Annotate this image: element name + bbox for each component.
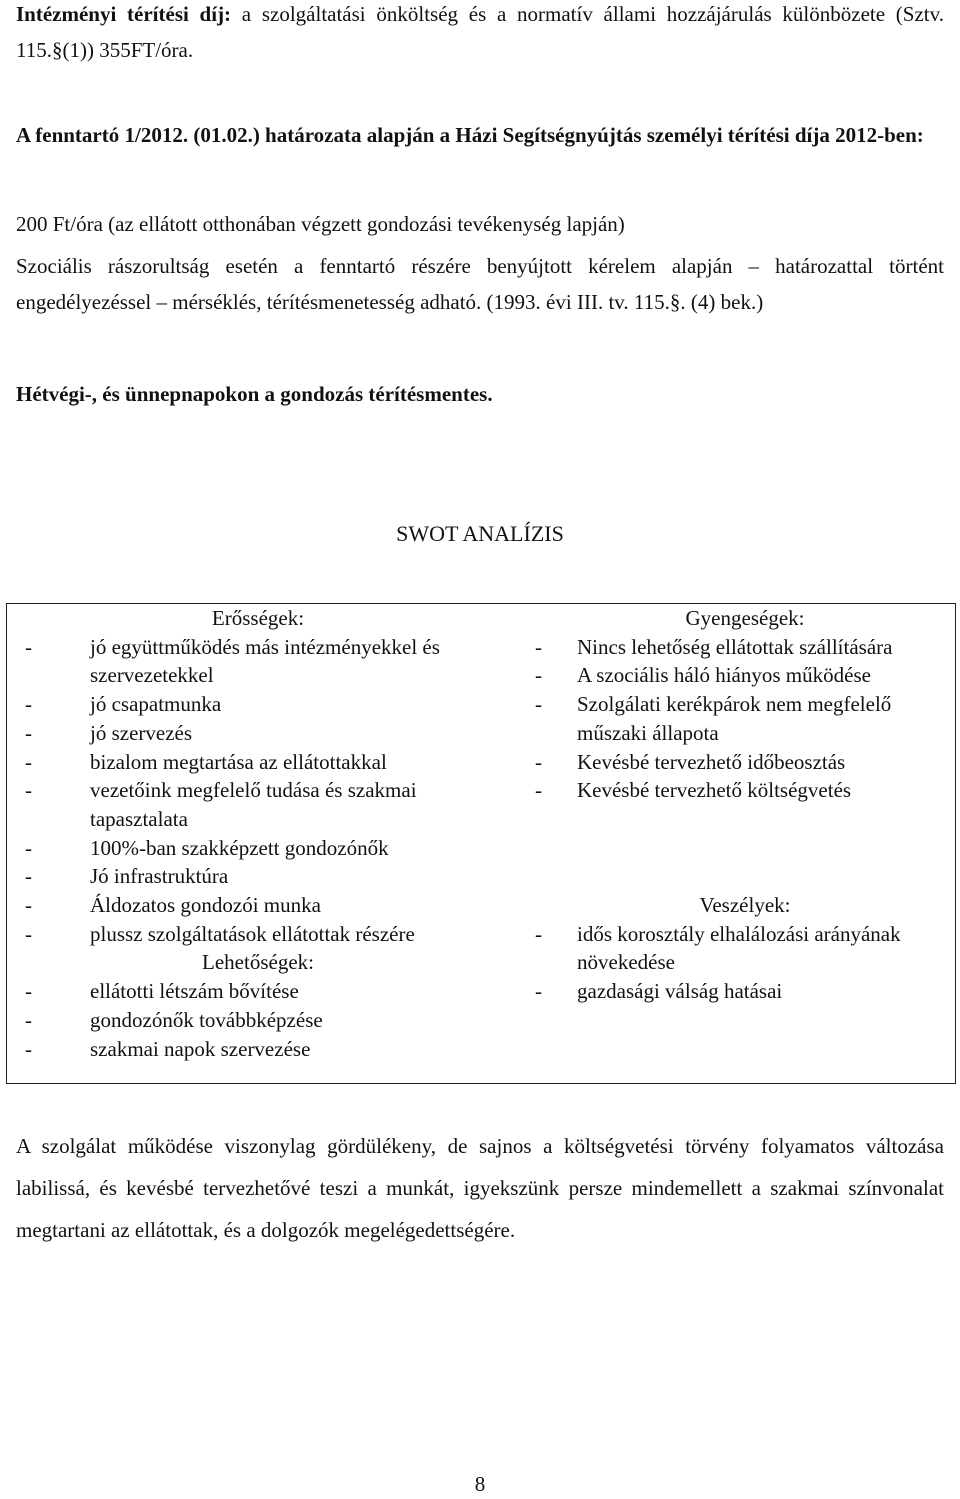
list-dash: - (535, 692, 542, 717)
fee-paragraph (16, 0, 944, 68)
list-item-text: plussz szolgáltatások ellátottak részére (90, 921, 415, 946)
list-item (535, 633, 955, 662)
list-item (535, 920, 955, 977)
list-dash: - (535, 634, 542, 659)
list-dash: - (25, 864, 32, 889)
list-item (25, 1006, 491, 1035)
list-dash: - (25, 749, 32, 774)
list-item (535, 977, 955, 1006)
list-item (25, 776, 491, 833)
list-item-text: vezetőink megfelelő tudása és szakmai tapasztalata (90, 778, 417, 831)
swot-left-column (25, 604, 491, 1063)
list-dash: - (25, 692, 32, 717)
list-item (25, 977, 491, 1006)
list-dash: - (535, 749, 542, 774)
list-item-text: szakmai napok szervezése (90, 1036, 311, 1061)
list-item (535, 776, 955, 805)
list-item (25, 633, 491, 690)
list-item (25, 862, 491, 891)
list-item-text: A szociális háló hiányos működése (577, 663, 871, 688)
list-item-text: Áldozatos gondozói munka (90, 893, 321, 918)
list-item (535, 690, 955, 747)
list-dash: - (25, 1036, 32, 1061)
resolution-prefix: A fenntartó 1/2012. (01.02.) határozata alapján a Házi Segítségnyújtás személyi térítési díja 2012-ben: (16, 123, 924, 147)
fee-label: Intézményi térítési díj: (16, 2, 232, 26)
list-item (25, 719, 491, 748)
fee-text: a szolgáltatási önköltség és a normatív állami hozzájárulás különbözete (Sztv. 115.§(1)) 355FT/óra. (16, 2, 944, 62)
strengths-heading: Erősségek: (211, 606, 305, 630)
threats-list (535, 920, 955, 1006)
list-dash: - (25, 835, 32, 860)
list-item-text: idős korosztály elhalálozási arányának növekedése (577, 921, 901, 975)
list-dash: - (25, 921, 32, 946)
weekend-text: Hétvégi-, és ünnepnapokon a gondozás térítésmentes. (16, 382, 493, 406)
list-item (25, 891, 491, 920)
list-item (25, 748, 491, 777)
strengths-list (25, 633, 491, 949)
list-item-text: ellátotti létszám bővítése (90, 979, 299, 1004)
list-dash: - (25, 893, 32, 918)
threats-heading: Veszélyek: (699, 892, 791, 917)
rate-line: 200 Ft/óra (az ellátott otthonában végzett gondozási tevékenység lapján) (16, 212, 625, 236)
weaknesses-list (535, 633, 955, 805)
list-dash: - (25, 979, 32, 1004)
page-number: 8 (474, 1472, 486, 1496)
list-item-text: jó együttműködés más intézményekkel és szervezetekkel (90, 634, 440, 688)
reduction-paragraph: Szociális rászorultság esetén a fenntartó részére benyújtott kérelem alapján – határozattal történt engedélyezéssel – mérséklés, térítésmenetesség adható. (1993. évi III. tv. 115.§. (4) bek.) (16, 254, 944, 314)
weekend-line (16, 376, 944, 412)
list-item-text: Kevésbé tervezhető időbeosztás (577, 749, 846, 774)
opportunities-heading: Lehetőségek: (202, 950, 314, 975)
swot-table (6, 603, 956, 1084)
list-item-text: bizalom megtartása az ellátottakkal (90, 749, 387, 774)
list-dash: - (535, 778, 542, 803)
list-item (535, 748, 955, 777)
list-dash: - (25, 778, 32, 803)
list-item-text: Szolgálati kerékpárok nem megfelelő műszaki állapota (577, 692, 892, 745)
list-item-text: Kevésbé tervezhető költségvetés (577, 778, 852, 803)
list-item (25, 690, 491, 719)
list-dash: - (25, 720, 32, 745)
list-dash: - (535, 921, 542, 946)
list-dash: - (25, 1007, 32, 1032)
list-dash: - (535, 979, 542, 1004)
list-item-text: Nincs lehetőség ellátottak szállítására (577, 634, 893, 659)
swot-right-column (535, 604, 955, 1006)
opportunities-list (25, 977, 491, 1063)
list-item-text: gazdasági válság hatásai (577, 979, 783, 1004)
closing-paragraph: A szolgálat működése viszonylag gördülékeny, de sajnos a költségvetési törvény folyamatos változása labilissá, és kevésbé tervezhetővé teszi a munkát, igyekszünk persze mindemellett a szakmai színvonalat megtartani az ellátottak, és a dolgozók megelégedettségére. (16, 1134, 944, 1242)
list-dash: - (535, 663, 542, 688)
list-item-text: gondozónők továbbképzése (90, 1007, 323, 1032)
swot-title: SWOT ANALÍZIS (396, 521, 564, 546)
list-item (25, 834, 491, 863)
list-item (25, 920, 491, 949)
list-dash: - (25, 634, 32, 659)
weaknesses-heading: Gyengeségek: (685, 606, 805, 630)
list-item-text: Jó infrastruktúra (90, 864, 229, 889)
list-item-text: jó szervezés (90, 720, 193, 745)
list-item-text: 100%-ban szakképzett gondozónők (90, 835, 389, 860)
resolution-paragraph (16, 117, 944, 153)
list-item (535, 661, 955, 690)
list-item (25, 1035, 491, 1064)
list-item-text: jó csapatmunka (90, 692, 222, 717)
